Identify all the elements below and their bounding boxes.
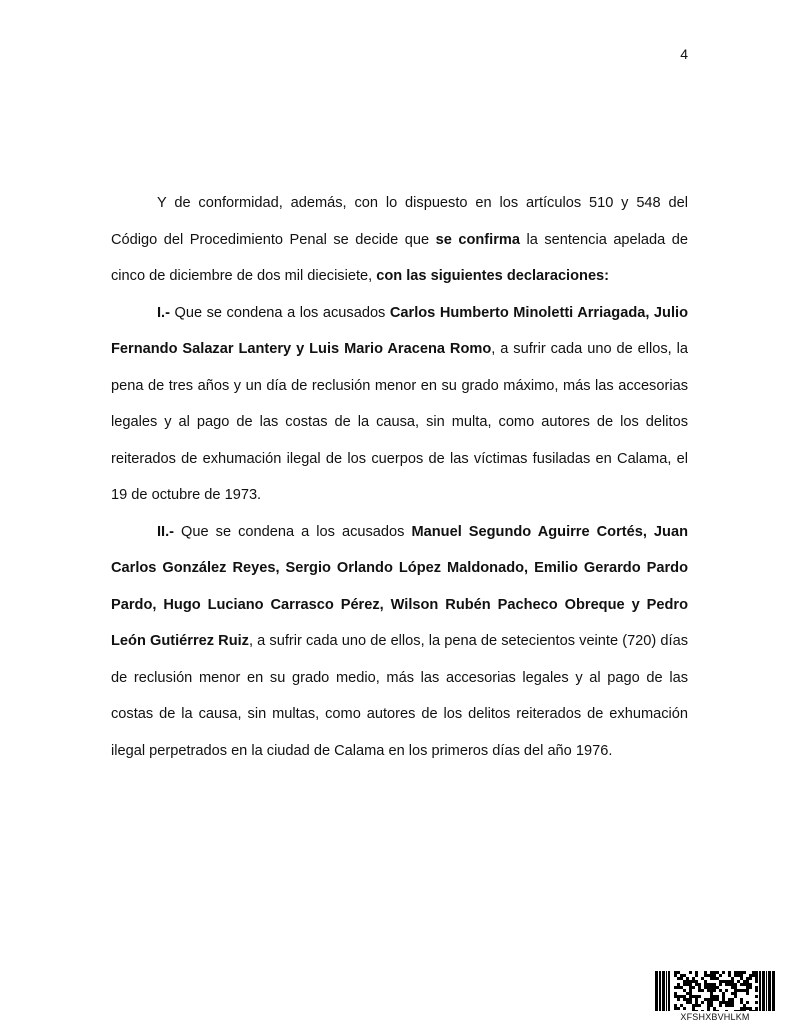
document-barcode — [655, 971, 775, 1022]
document-body — [111, 185, 688, 769]
text-run-bold: Carlos Humberto Minoletti Arriagada, Julio Fernando Salazar Lantery y Luis Mario Aracena Romo — [111, 304, 688, 357]
text-run: , a sufrir cada uno de ellos, la pena de tres años y un día de reclusión menor en su grado máximo, más las accesorias legales y al pago de las costas de la causa, sin multa, como autores de los delitos reiterados de exhumación ilegal de los cuerpos de las víctimas fusiladas en Calama, el 19 de octubre de 1973. — [111, 341, 688, 503]
barcode-graphic — [655, 971, 775, 1011]
text-run: Que se condena a los acusados — [169, 304, 390, 321]
text-run: Y de conformidad, además, con lo dispuesto en los artículos 510 y 548 del Código del Procedimiento Penal se decide que — [111, 195, 688, 248]
text-run-bold: II.- — [157, 523, 175, 540]
text-run-bold: con las siguientes declaraciones: — [376, 268, 610, 284]
barcode-code: XFSHXBVHLKM — [680, 1012, 750, 1022]
paragraph-declaration-2 — [111, 514, 688, 770]
text-run: Que se condena a los acusados — [174, 523, 412, 540]
text-run: , a sufrir cada uno de ellos, la pena de setecientos veinte (720) días de reclusión menor en su grado medio, más las accesorias legales y al pago de las costas de la causa, sin multas, como autores de los delitos reiterados de exhumación ilegal perpetrados en la ciudad de Calama en los primeros días del año 1976. — [111, 633, 688, 759]
page-number: 4 — [680, 46, 688, 62]
text-run-bold: Manuel Segundo Aguirre Cortés, Juan Carlos González Reyes, Sergio Orlando López Maldonado, Emilio Gerardo Pardo Pardo, Hugo Luciano Carrasco Pérez, Wilson Rubén Pacheco Obreque y Pedro León Gutiérrez Ruiz — [111, 523, 688, 649]
paragraph-declaration-1 — [111, 295, 688, 514]
paragraph-intro — [111, 185, 688, 295]
text-run-bold: I.- — [157, 304, 170, 321]
text-run-bold: se confirma — [435, 231, 520, 248]
text-run: la sentencia apelada de cinco de diciembre de dos mil diecisiete, — [111, 231, 688, 284]
